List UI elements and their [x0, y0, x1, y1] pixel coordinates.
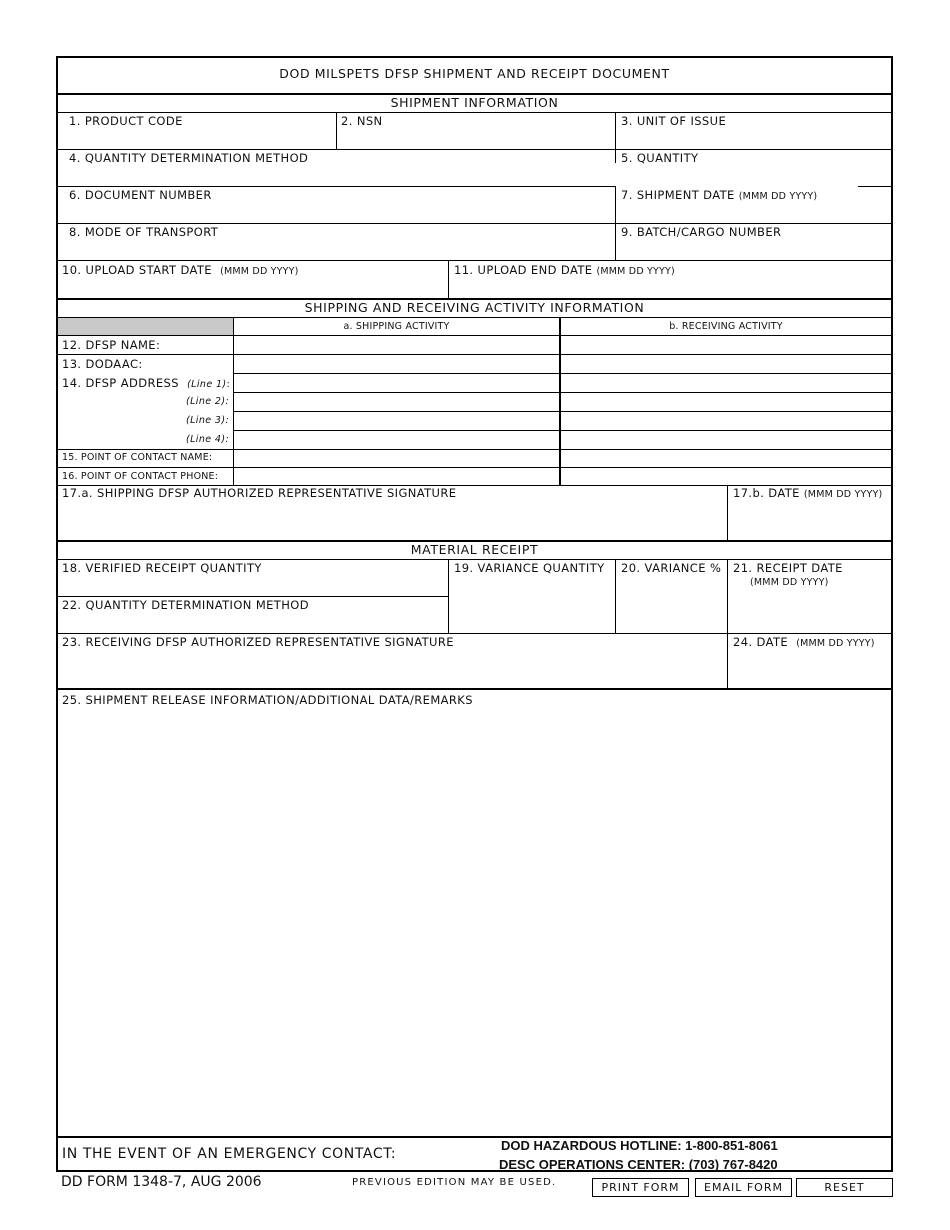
field-label-poc-name: 15. POINT OF CONTACT NAME:: [62, 452, 213, 463]
shipping-dodaac-field[interactable]: [234, 355, 559, 373]
column-header-shipping-activity: a. SHIPPING ACTIVITY: [343, 321, 450, 332]
shipping-address-line4-field[interactable]: [234, 431, 559, 449]
receiving-dfsp-name-field[interactable]: [561, 336, 891, 354]
email-form-button[interactable]: EMAIL FORM: [695, 1178, 792, 1197]
field-label-shipping-date: 17.b. DATE (MMM DD YYYY): [733, 486, 883, 500]
field-label-dfsp-address: 14. DFSP ADDRESS (Line 1):: [62, 376, 230, 390]
quantity-determination-method-field[interactable]: [58, 165, 615, 186]
field-label-receiving-signature: 23. RECEIVING DFSP AUTHORIZED REPRESENTATIVE SIGNATURE: [62, 635, 454, 649]
remarks-textarea[interactable]: [58, 709, 891, 1135]
quantity-field[interactable]: [616, 165, 856, 186]
field-label-verified-receipt-quantity: 18. VERIFIED RECEIPT QUANTITY: [62, 561, 262, 575]
receiving-dodaac-field[interactable]: [561, 355, 891, 373]
shipping-signature-date-field[interactable]: [728, 501, 891, 540]
field-label-upload-end-date: 11. UPLOAD END DATE (MMM DD YYYY): [454, 263, 675, 277]
field-label-batch-cargo-number: 9. BATCH/CARGO NUMBER: [621, 225, 782, 239]
product-code-field[interactable]: [58, 128, 336, 149]
field-label-shipping-signature: 17.a. SHIPPING DFSP AUTHORIZED REPRESENTATIVE SIGNATURE: [62, 486, 457, 500]
shipping-address-line3-field[interactable]: [234, 412, 559, 430]
emergency-contact-label: IN THE EVENT OF AN EMERGENCY CONTACT:: [62, 1146, 397, 1162]
receiving-poc-name-field[interactable]: [561, 450, 891, 467]
form-frame: [56, 56, 893, 1172]
shipping-address-line1-field[interactable]: [234, 374, 559, 392]
receipt-quantity-determination-method-field[interactable]: [58, 612, 448, 633]
receiving-address-line4-field[interactable]: [561, 431, 891, 449]
form-title: DOD MILSPETS DFSP SHIPMENT AND RECEIPT DOCUMENT: [279, 66, 670, 81]
section-header-receipt: MATERIAL RECEIPT: [410, 542, 539, 557]
upload-start-date-field[interactable]: [58, 277, 448, 298]
field-label-dfsp-name: 12. DFSP NAME:: [62, 338, 161, 352]
field-label-poc-phone: 16. POINT OF CONTACT PHONE:: [62, 471, 219, 482]
reset-button[interactable]: RESET: [796, 1178, 893, 1197]
document-number-field[interactable]: [58, 202, 615, 223]
receiving-signature-field[interactable]: [58, 650, 727, 688]
field-label-variance-quantity: 19. VARIANCE QUANTITY: [454, 561, 605, 575]
field-label-address-line2: (Line 2):: [186, 396, 230, 407]
field-label-quantity: 5. QUANTITY: [621, 151, 699, 165]
field-label-remarks: 25. SHIPMENT RELEASE INFORMATION/ADDITIONAL DATA/REMARKS: [62, 693, 473, 707]
print-form-button[interactable]: PRINT FORM: [592, 1178, 689, 1197]
variance-percent-field[interactable]: [616, 575, 727, 633]
upload-end-date-field[interactable]: [449, 277, 891, 298]
field-label-address-line4: (Line 4):: [186, 434, 230, 445]
verified-receipt-quantity-field[interactable]: [58, 575, 448, 596]
variance-quantity-field[interactable]: [449, 575, 615, 633]
field-label-product-code: 1. PRODUCT CODE: [69, 114, 183, 128]
hazardous-hotline: DOD HAZARDOUS HOTLINE: 1-800-851-8061: [501, 1138, 778, 1153]
field-label-quantity-determination-method: 4. QUANTITY DETERMINATION METHOD: [69, 151, 309, 165]
shipping-signature-field[interactable]: [58, 501, 727, 540]
field-label-receipt-date: 21. RECEIPT DATE: [733, 561, 843, 575]
edition-note: PREVIOUS EDITION MAY BE USED.: [352, 1177, 557, 1188]
field-label-mode-of-transport: 8. MODE OF TRANSPORT: [69, 225, 219, 239]
shaded-header-cell: [58, 318, 233, 335]
receiving-signature-date-field[interactable]: [728, 650, 891, 688]
shipping-dfsp-name-field[interactable]: [234, 336, 559, 354]
field-label-receiving-date: 24. DATE (MMM DD YYYY): [733, 635, 875, 649]
receiving-address-line3-field[interactable]: [561, 412, 891, 430]
field-label-shipment-date: 7. SHIPMENT DATE (MMM DD YYYY): [621, 188, 818, 202]
shipping-poc-phone-field[interactable]: [234, 468, 559, 485]
receiving-poc-phone-field[interactable]: [561, 468, 891, 485]
shipping-poc-name-field[interactable]: [234, 450, 559, 467]
column-header-receiving-activity: b. RECEIVING ACTIVITY: [669, 321, 783, 332]
section-header-activity: SHIPPING AND RECEIVING ACTIVITY INFORMATION: [304, 300, 645, 315]
field-label-dodaac: 13. DODAAC:: [62, 357, 143, 371]
desc-operations-center: DESC OPERATIONS CENTER: (703) 767-8420: [499, 1157, 778, 1172]
field-label-receipt-date-format: (MMM DD YYYY): [750, 577, 829, 588]
nsn-field[interactable]: [337, 128, 615, 149]
batch-cargo-number-field[interactable]: [616, 239, 891, 260]
field-label-upload-start-date: 10. UPLOAD START DATE (MMM DD YYYY): [62, 263, 299, 277]
receiving-address-line2-field[interactable]: [561, 393, 891, 411]
unit-of-issue-field[interactable]: [616, 128, 891, 149]
shipping-address-line2-field[interactable]: [234, 393, 559, 411]
divider: [58, 112, 891, 113]
form-id: DD FORM 1348-7, AUG 2006: [61, 1174, 262, 1190]
section-header-shipment: SHIPMENT INFORMATION: [390, 95, 559, 110]
field-label-variance-percent: 20. VARIANCE %: [621, 561, 722, 575]
field-label-nsn: 2. NSN: [341, 114, 383, 128]
mode-of-transport-field[interactable]: [58, 239, 615, 260]
field-label-address-line3: (Line 3):: [186, 415, 230, 426]
field-label-unit-of-issue: 3. UNIT OF ISSUE: [621, 114, 727, 128]
receiving-address-line1-field[interactable]: [561, 374, 891, 392]
field-label-document-number: 6. DOCUMENT NUMBER: [69, 188, 212, 202]
field-label-receipt-quantity-determination-method: 22. QUANTITY DETERMINATION METHOD: [62, 598, 309, 612]
receipt-date-field[interactable]: [728, 590, 891, 633]
shipment-date-field[interactable]: [616, 202, 891, 223]
